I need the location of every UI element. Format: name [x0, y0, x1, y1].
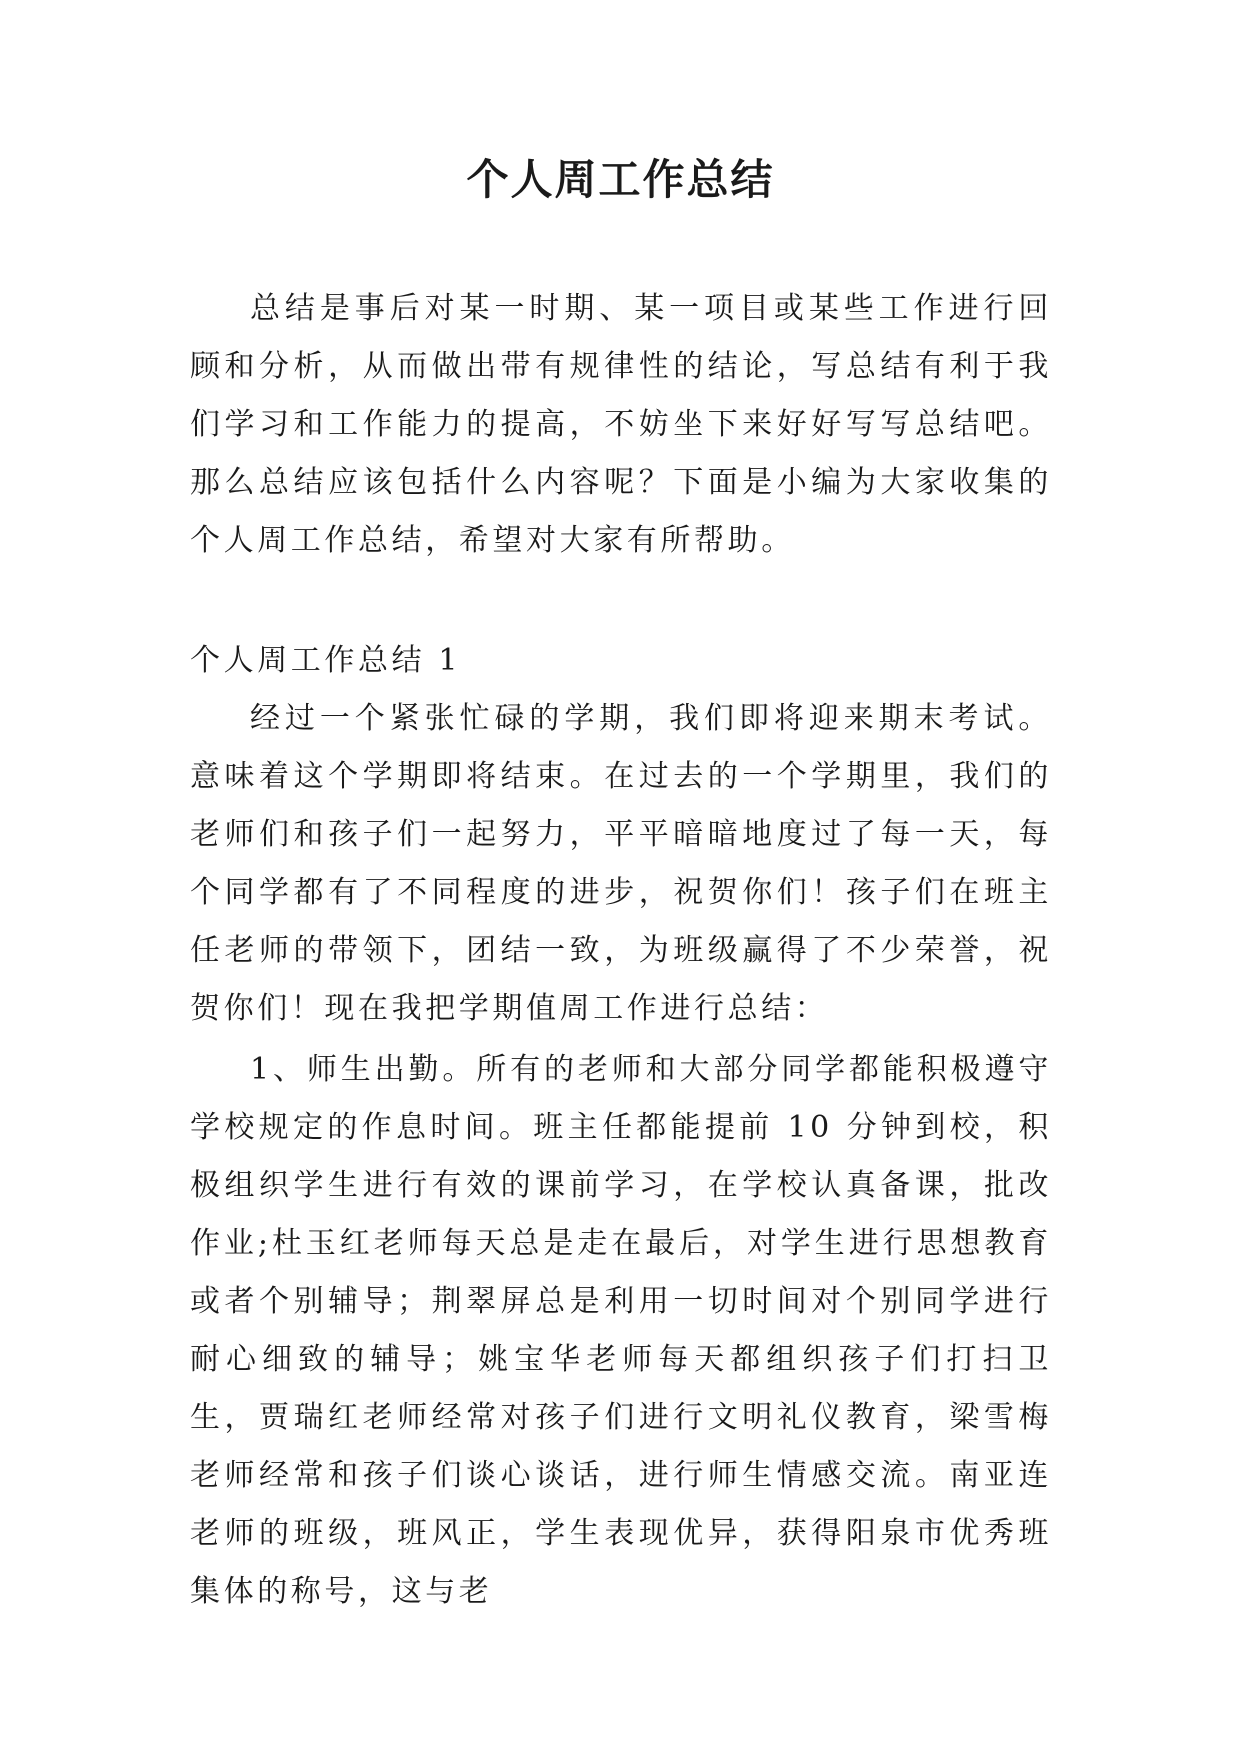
section-heading: 个人周工作总结 1	[190, 643, 462, 678]
document-title: 个人周工作总结	[466, 155, 775, 204]
intro-paragraph: 总结是事后对某一时期、某一项目或某些工作进行回顾和分析，从而做出带有规律性的结论，写总结有利于我们学习和工作能力的提高，不妨坐下来好好写写总结吧。那么总结应该包括什么内容呢？下面是小编为大家收集的个人周工作总结，希望对大家有所帮助。	[190, 291, 1052, 558]
body-paragraph-1: 经过一个紧张忙碌的学期，我们即将迎来期末考试。意味着这个学期即将结束。在过去的一个学期里，我们的老师们和孩子们一起努力，平平暗暗地度过了每一天，每个同学都有了不同程度的进步，祝贺你们！孩子们在班主任老师的带领下，团结一致，为班级赢得了不少荣誉，祝贺你们！现在我把学期值周工作进行总结：	[190, 701, 1052, 1026]
body-paragraph-2: 1、师生出勤。所有的老师和大部分同学都能积极遵守学校规定的作息时间。班主任都能提前 10 分钟到校，积极组织学生进行有效的课前学习，在学校认真备课，批改作业;杜玉红老师每天总是走在最后，对学生进行思想教育或者个别辅导；荆翠屏总是利用一切时间对个别同学进行耐心细致的辅导；姚宝华老师每天都组织孩子们打扫卫生，贾瑞红老师经常对孩子们进行文明礼仪教育，梁雪梅老师经常和孩子们谈心谈话，进行师生情感交流。南亚连老师的班级，班风正，学生表现优异，获得阳泉市优秀班集体的称号，这与老	[190, 1052, 1052, 1609]
